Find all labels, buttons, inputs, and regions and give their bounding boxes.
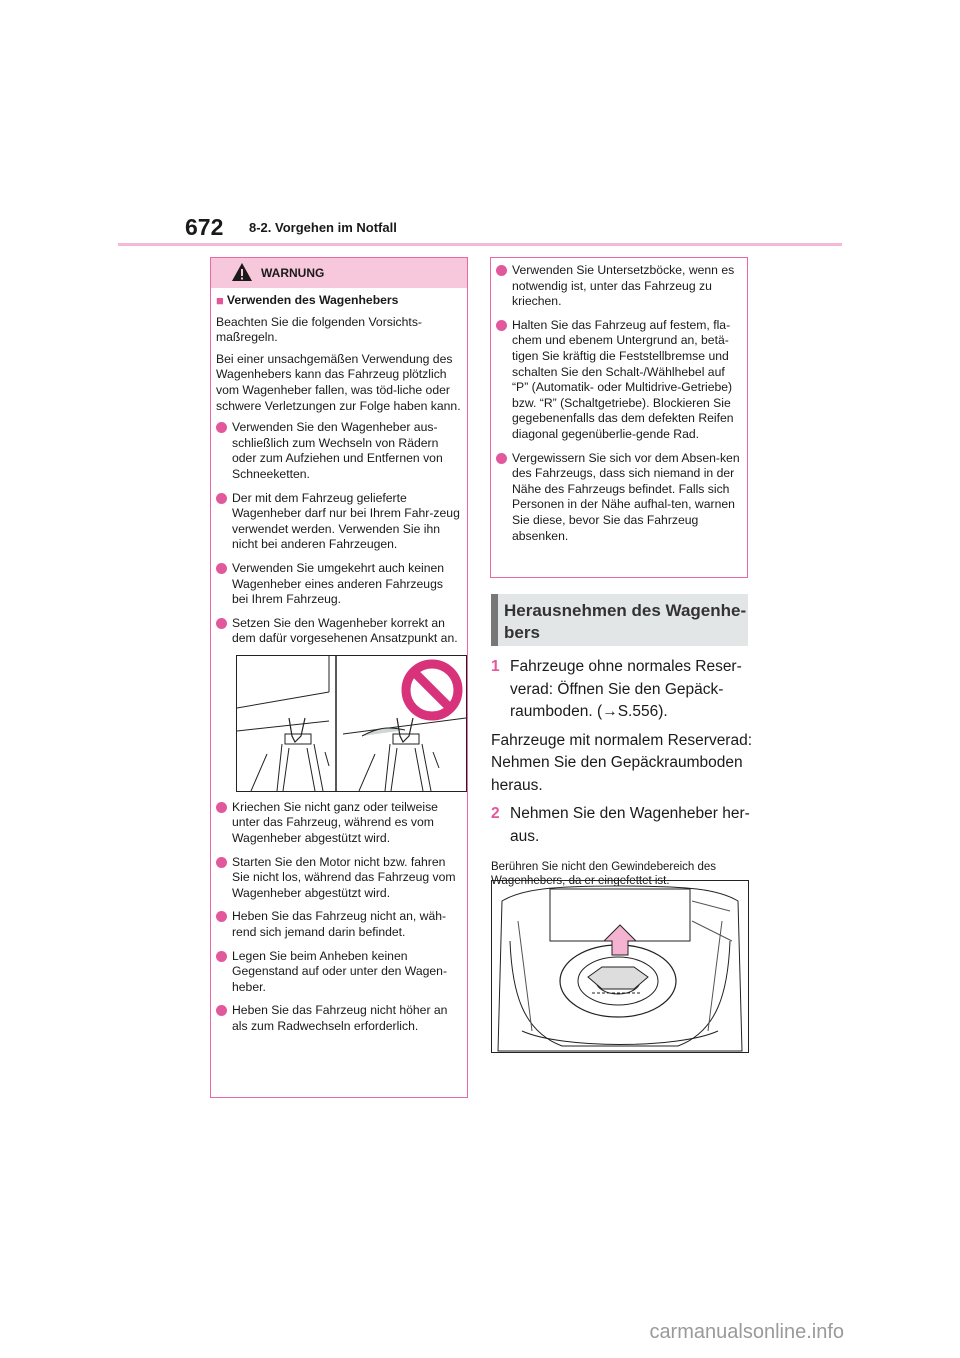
step-item [491,803,753,848]
list-item [496,451,742,545]
list-item [216,491,462,553]
bullet-dot-icon [216,493,227,504]
warning-intro: Beachten Sie die folgenden Vorsichts-maßregeln. [216,314,422,345]
list-item [216,949,462,996]
warning-title: WARNUNG [261,266,325,280]
bullet-dot-icon [216,951,227,962]
bullet-dot-icon [216,802,227,813]
jack-placement-illustration [236,655,467,792]
note-text: Berühren Sie nicht den Gewindebereich des Wagenhebers, da er eingefettet ist. [491,861,717,887]
bullet-dot-icon [496,265,507,276]
bullet-dot-icon [496,453,507,464]
list-item [216,561,462,608]
instruction-paragraph: Fahrzeuge mit normalem Reserverad: Nehmen Sie den Gepäckraumboden heraus. [491,731,753,794]
list-item-text: Der mit dem Fahrzeug gelieferte Wagenheber darf nur bei Ihrem Fahr-zeug verwendet werden. Verwenden Sie ihn nicht bei anderen Fahrzeugen. [232,490,460,552]
step-text: Nehmen Sie den Wagenheber her-aus. [510,805,750,845]
header-divider [118,243,842,246]
list-item-text: Setzen Sie den Wagenheber korrekt an dem dafür vorgesehenen Ansatzpunkt an. [232,615,458,646]
section-heading: Herausnehmen des Wagenhe-bers [491,594,748,646]
warning-continued-box [490,257,748,578]
bullet-dot-icon [216,563,227,574]
list-item-text: Starten Sie den Motor nicht bzw. fahren Sie nicht los, während das Fahrzeug vom Wagenheber abgestützt wird. [232,854,456,900]
warning-triangle-icon [231,262,253,282]
list-item-text: Kriechen Sie nicht ganz oder teilweise unter das Fahrzeug, während es vom Wagenheber abgestützt wird. [232,799,438,846]
list-item [216,1003,462,1034]
list-item-text: Verwenden Sie den Wagenheber aus-schließlich zum Wechseln von Rädern oder zum Aufziehen und Entfernen von Schneeketten. [232,420,443,481]
page-number: 672 [185,214,224,240]
warning-subheading [216,293,462,309]
bullet-dot-icon [216,1005,227,1016]
bullet-dot-icon [216,857,227,868]
step-text: Fahrzeuge ohne normales Reser-verad: Öffnen Sie den Gepäck-raumboden. (→S.556). [510,658,742,720]
list-item [216,616,462,647]
trunk-jack-illustration [491,880,749,1053]
instruction-steps [491,656,753,888]
section-title: 8-2. Vorgehen im Notfall [249,220,397,235]
list-item-text: Heben Sie das Fahrzeug nicht an, wäh-rend sich jemand darin befindet. [232,909,447,940]
step-number: 2 [491,805,500,822]
bullet-dot-icon [496,320,507,331]
warning-subheading-text: Verwenden des Wagenhebers [226,293,399,307]
step-item [491,656,753,724]
step-number: 1 [491,658,500,675]
warning-intro: Bei einer unsachgemäßen Verwendung des Wagenhebers kann das Fahrzeug plötzlich vom Wagenheber fallen, was töd-liche oder schwere Verletzungen zur Folge haben kann. [216,351,461,413]
list-item-text: Heben Sie das Fahrzeug nicht höher an als zum Radwechseln erforderlich. [232,1003,448,1033]
square-bullet-icon: ■ [216,293,224,308]
warning-header [211,258,467,288]
bullet-dot-icon [216,422,227,433]
list-item-text: Halten Sie das Fahrzeug auf festem, fla-chem und ebenem Untergrund an, betä-tigen Sie kräftig die Feststellbremse und schalten Sie den Schalt-/Wählhebel auf “P” (Automatik- oder Multidrive-Getriebe) bzw. “R” (Schaltgetriebe). Blockieren Sie gegebenenfalls das dem defekten Reifen diagonal gegenüberlie-gende Rad. [512,317,734,441]
list-item-text: Legen Sie beim Anheben keinen Gegenstand auf oder unter den Wagen-heber. [232,948,448,994]
list-item [216,420,462,482]
prohibition-icon [406,664,458,716]
list-item-text: Vergewissern Sie sich vor dem Absen-ken des Fahrzeugs, dass sich niemand in der Nähe des Fahrzeugs befindet. Falls sich Personen in der Nähe aufhal-ten, warnen Sie diese, bevor Sie das Fahrzeug absenken. [512,450,740,543]
list-item-text: Verwenden Sie Untersetzböcke, wenn es notwendig ist, unter das Fahrzeug zu kriechen. [512,263,735,309]
list-item [496,263,742,310]
list-item [496,318,742,443]
correct-jack-placement-image [237,656,466,791]
list-item [216,800,462,847]
trunk-image [492,881,748,1052]
list-item [216,909,462,940]
list-item [216,855,462,902]
bullet-dot-icon [216,618,227,629]
list-item-text: Verwenden Sie umgekehrt auch keinen Wagenheber eines anderen Fahrzeugs bei Ihrem Fahrzeug. [232,560,445,607]
warning-box [210,257,468,1098]
bullet-dot-icon [216,911,227,922]
watermark: carmanualsonline.info [649,1321,844,1343]
